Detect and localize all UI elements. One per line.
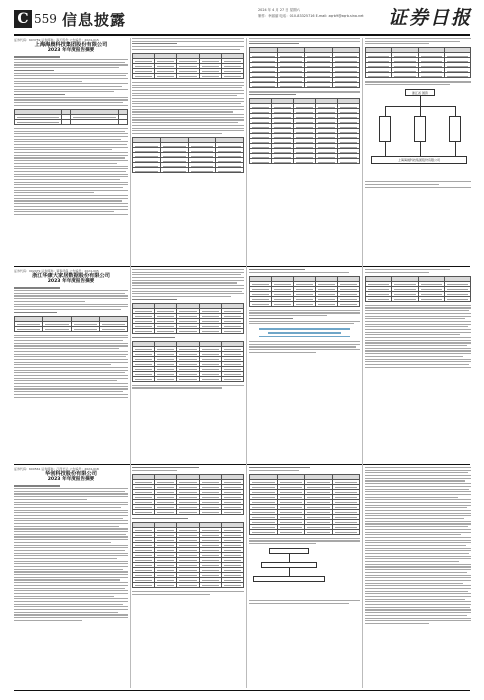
- ownership-chart: [365, 89, 471, 181]
- data-table: [14, 109, 128, 125]
- article-3-col3: [249, 467, 360, 687]
- data-table: [365, 47, 471, 78]
- data-table: [365, 276, 471, 302]
- column-divider: [362, 38, 363, 688]
- data-table: [132, 474, 244, 515]
- article-2-col2: [132, 269, 244, 462]
- article-1-col2: [132, 38, 244, 264]
- section-separator-1: [14, 266, 470, 267]
- article-1-col3: [249, 38, 360, 264]
- data-table: [249, 474, 360, 535]
- newspaper-logo: 证券日报: [388, 7, 473, 29]
- article-2-col3: [249, 269, 360, 462]
- diagram-node: [253, 576, 325, 582]
- company-name: 华创科技股份有限公司: [45, 471, 97, 477]
- data-table: [249, 276, 360, 307]
- column-divider: [130, 38, 131, 688]
- article-1: [14, 38, 128, 264]
- body-text: [14, 128, 128, 215]
- company-name: 浙江华康大家居数据股份有限公司: [32, 273, 110, 279]
- article-3: [14, 467, 128, 687]
- stock-code-line: 证券代码：603759 证券简称：海天股份 公告编号：2024-015: [14, 38, 99, 42]
- data-table: [132, 522, 244, 588]
- chart-top-box: 浙江省 国资: [405, 89, 435, 96]
- page-number: 559: [34, 12, 57, 26]
- report-title: 2023 年年度报告摘要: [47, 477, 95, 483]
- article-2-col4: [365, 269, 471, 462]
- article-3-col2: [132, 467, 244, 687]
- data-table: [132, 53, 244, 79]
- article-1-col4: [365, 38, 471, 264]
- data-table: [132, 341, 244, 382]
- stock-code-line: 证券代码：600561 证券简称：江西长运 公告编号：2024-018: [14, 467, 99, 471]
- issue-date: 2024 年 4 月 27 日 星期六: [258, 8, 300, 12]
- column-divider: [246, 38, 247, 688]
- section-title: 信息披露: [62, 11, 127, 29]
- structure-diagram: [249, 548, 360, 600]
- data-table: [132, 303, 244, 334]
- report-title: 2023 年年度报告摘要: [47, 48, 95, 54]
- section-letter: C: [14, 10, 32, 28]
- header-rule: [14, 34, 470, 36]
- data-table: [249, 98, 360, 164]
- chart-bottom-box: 上海海晨科技集团股份有限公司: [371, 156, 467, 164]
- report-title: 2023 年年度报告摘要: [47, 279, 95, 285]
- data-table: [132, 137, 244, 173]
- section-separator-2: [14, 464, 470, 465]
- body-text: [14, 56, 128, 105]
- data-table: [249, 47, 360, 88]
- data-table: [14, 316, 128, 332]
- editor-contact: 制作：幸丽丽 电话：010-83325716 E-mail: zqrb9@zqrb.sina.net: [258, 14, 364, 18]
- bottom-rule: [14, 690, 470, 691]
- diagram-bars: [259, 328, 350, 337]
- article-3-col4: [365, 467, 471, 687]
- chart-node: [379, 116, 391, 142]
- chart-node: [414, 116, 426, 142]
- article-2: [14, 269, 128, 462]
- chart-node: [449, 116, 461, 142]
- stock-code-line: 证券代码：002479 证券简称：富春环保 公告编号：2024-005: [14, 269, 99, 273]
- company-name: 上海海晨科技集团股份有限公司: [34, 42, 108, 48]
